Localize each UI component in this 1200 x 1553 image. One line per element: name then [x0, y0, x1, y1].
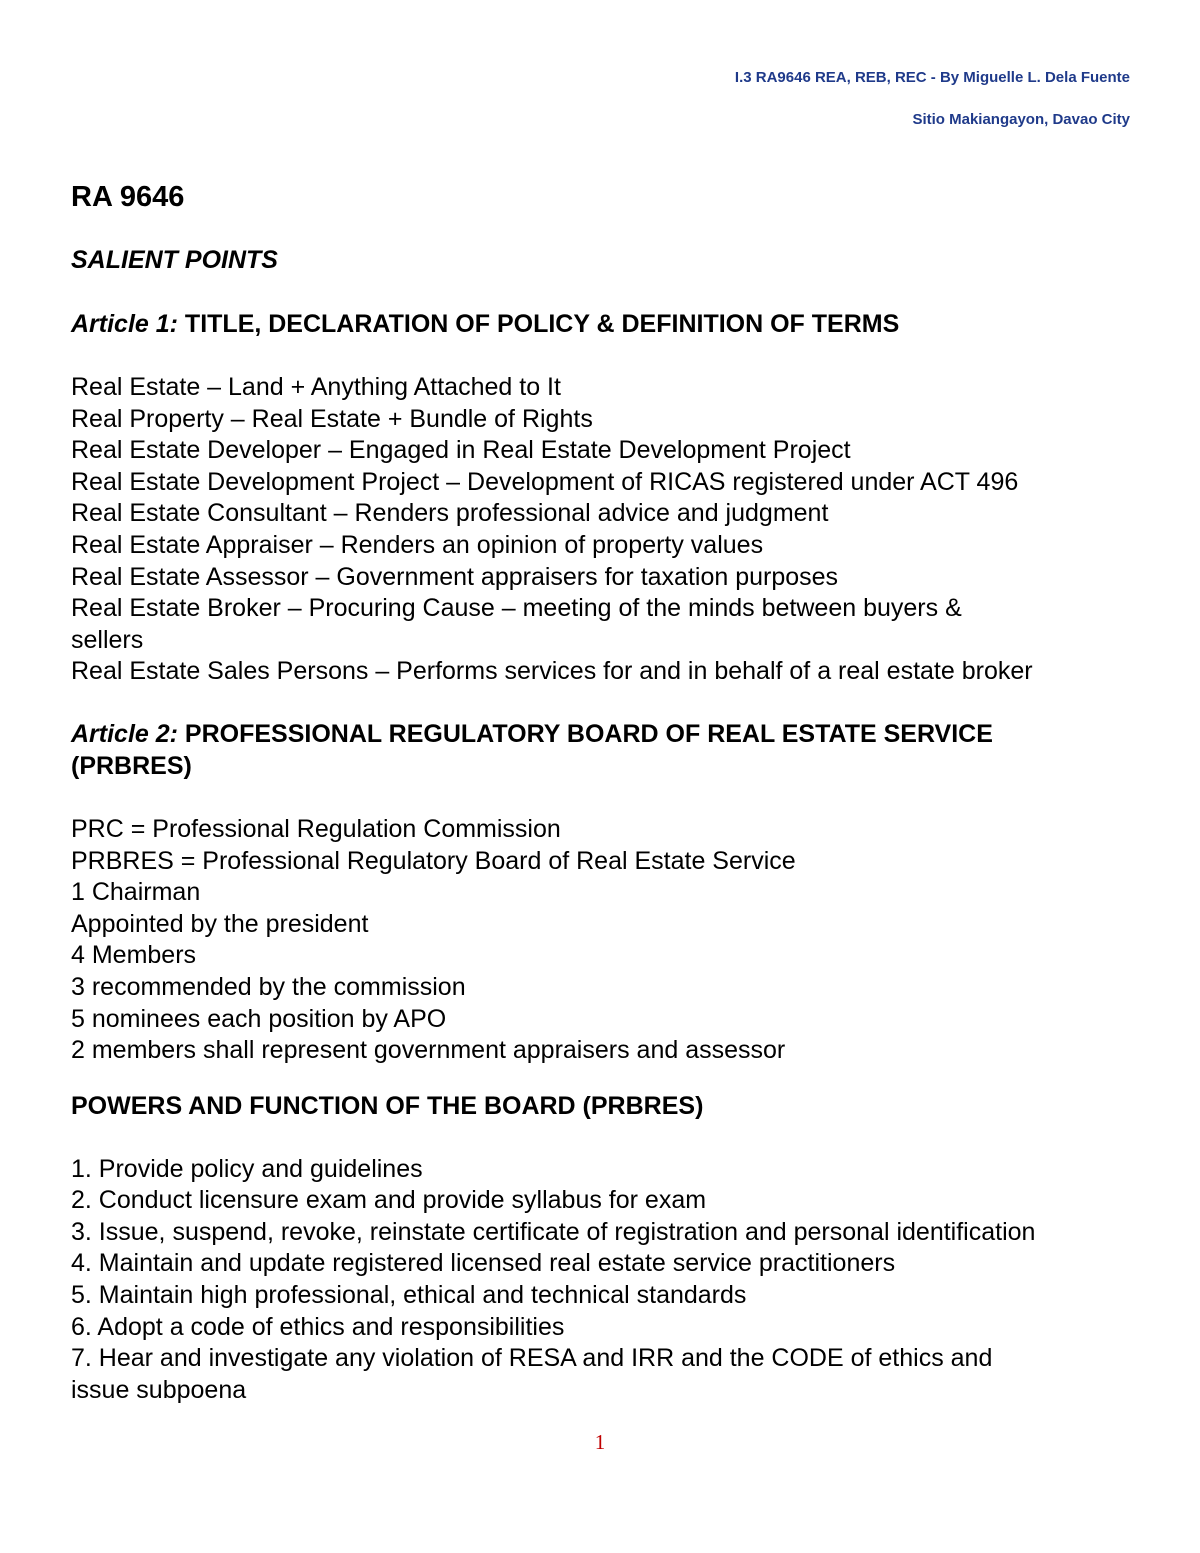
list-item: Appointed by the president	[71, 909, 369, 938]
article-2-title: PROFESSIONAL REGULATORY BOARD OF REAL ESTATE SERVICE	[177, 719, 993, 748]
definition-item: Real Estate Developer – Engaged in Real Estate Development Project	[71, 436, 851, 465]
article-2-heading-line1	[71, 718, 1141, 750]
article-1-title: TITLE, DECLARATION OF POLICY & DEFINITION OF TERMS	[177, 310, 900, 338]
definition-item: sellers	[71, 625, 144, 654]
definition-item: Real Estate Appraiser – Renders an opinion of property values	[71, 530, 764, 559]
list-item: 4. Maintain and update registered licensed real estate service practitioners	[71, 1249, 896, 1278]
definition-item: Real Estate Broker – Procuring Cause – meeting of the minds between buyers &	[71, 594, 962, 623]
list-item: 3. Issue, suspend, revoke, reinstate certificate of registration and personal identification	[71, 1217, 1036, 1246]
definition-item: Real Estate Development Project – Development of RICAS registered under ACT 496	[71, 467, 1019, 496]
powers-list	[71, 1154, 1141, 1407]
list-item: issue subpoena	[71, 1375, 247, 1404]
document-body	[71, 178, 1141, 1406]
list-item: 5 nominees each position by APO	[71, 1004, 447, 1033]
list-item: 1. Provide policy and guidelines	[71, 1154, 423, 1183]
page-number: 1	[594, 1430, 606, 1454]
article-2-title-cont: (PRBRES)	[71, 751, 192, 780]
list-item: 1 Chairman	[71, 878, 201, 907]
header-author-line: I.3 RA9646 REA, REB, REC - By Miguelle L. Dela Fuente	[734, 69, 1130, 86]
article-2-heading	[71, 718, 1141, 782]
definitions-list	[71, 372, 1141, 688]
article-1-label: Article 1:	[71, 310, 178, 338]
list-item: PRBRES = Professional Regulatory Board of Real Estate Service	[71, 846, 796, 875]
list-item: 6. Adopt a code of ethics and responsibilities	[71, 1312, 565, 1341]
list-item: 5. Maintain high professional, ethical and technical standards	[71, 1281, 747, 1310]
board-composition-list	[71, 814, 1141, 1067]
list-item: PRC = Professional Regulation Commission	[71, 814, 561, 843]
list-item: 2. Conduct licensure exam and provide syllabus for exam	[71, 1186, 707, 1215]
salient-points-heading: SALIENT POINTS	[71, 246, 278, 274]
list-item: 3 recommended by the commission	[71, 972, 466, 1001]
definition-item: Real Estate Assessor – Government appraisers for taxation purposes	[71, 562, 839, 591]
header-location-line: Sitio Makiangayon, Davao City	[912, 111, 1130, 128]
article-1-heading	[71, 308, 1141, 340]
definition-item: Real Property – Real Estate + Bundle of Rights	[71, 404, 593, 433]
article-2-label: Article 2:	[71, 719, 178, 748]
definition-item: Real Estate – Land + Anything Attached to It	[71, 373, 561, 401]
definition-item: Real Estate Consultant – Renders professional advice and judgment	[71, 499, 829, 528]
document-title: RA 9646	[71, 181, 185, 213]
list-item: 7. Hear and investigate any violation of RESA and IRR and the CODE of ethics and	[71, 1344, 993, 1373]
list-item: 2 members shall represent government appraisers and assessor	[71, 1036, 786, 1065]
list-item: 4 Members	[71, 941, 197, 970]
powers-heading: POWERS AND FUNCTION OF THE BOARD (PRBRES)	[71, 1091, 704, 1120]
definition-item: Real Estate Sales Persons – Performs services for and in behalf of a real estate broker	[71, 657, 1033, 686]
